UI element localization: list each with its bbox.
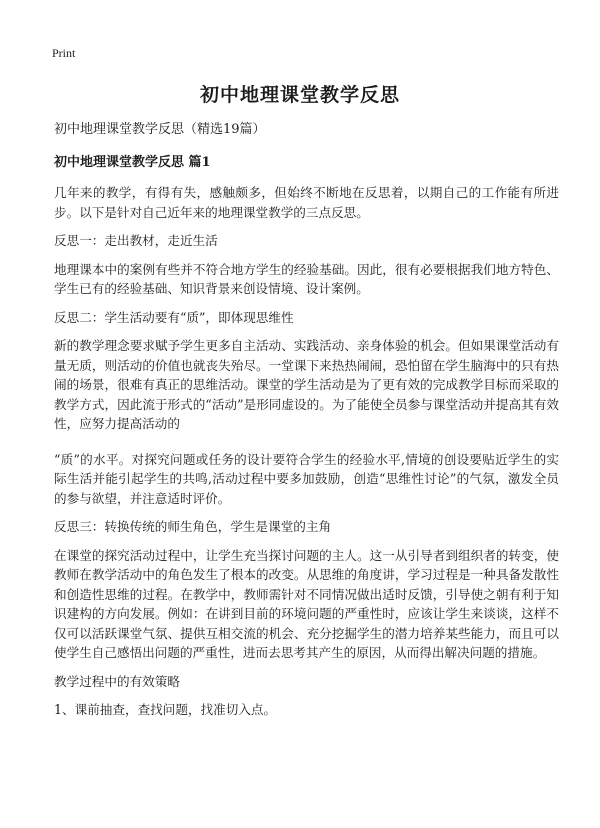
section-heading: 初中地理课堂教学反思 篇1: [54, 155, 211, 170]
reflection-heading-3: 反思三：转换传统的师生角色，学生是课堂的主角: [54, 519, 332, 534]
paragraph-reflection-2a: 新的教学理念要求赋予学生更多自主活动、实践活动、亲身体验的机会。但如果课堂活动有量无质，则活动的价值也就丧失殆尽。一堂课下来热热闹闹，恐怕留在学生脑海中的只有热闹的场景，很难有真正的思维活动。课堂的学生活动是为了更有效的完成教学目标而采取的教学方式，因此流于形式的“活动”是形同虚设的。为了能使全员参与课堂活动并提高其有效性，应努力提高活动的: [54, 338, 559, 431]
reflection-heading-2: 反思二：学生活动要有“质”，即体现思维性: [54, 309, 294, 325]
strategy-heading: 教学过程中的有效策略: [54, 673, 180, 689]
paragraph-reflection-1: 地理课本中的案例有些并不符合地方学生的经验基础。因此，很有必要根据我们地方特色、学生已有的经验基础、知识背景来创设情境、设计案例。: [54, 261, 559, 296]
paragraph-reflection-2b: “质”的水平。对探究问题或任务的设计要符合学生的经验水平,情境的创设要贴近学生的实际生活并能引起学生的共鸣,活动过程中要多加鼓励，创造“思维性讨论”的气氛，激发全员的参与欲望，并注意适时评价。: [54, 451, 559, 506]
document-body: [54, 120, 559, 729]
paragraph-intro: 几年来的教学，有得有失，感触颇多，但始终不断地在反思着，以期自己的工作能有所进步。以下是针对自己近年来的地理课堂教学的三点反思。: [54, 185, 559, 220]
paragraph-reflection-3: 在课堂的探究活动过程中，让学生充当探讨问题的主人。这一从引导者到组织者的转变，使教师在教学活动中的角色发生了根本的改变。从思维的角度讲，学习过程是一种具备发散性和创造性思维的过程。在教学中，教师需针对不同情况做出适时反馈，引导使之朝有利于知识建构的方向发展。例如：在讲到目前的环境问题的严重性时，应该让学生来谈谈，这样不仅可以活跃课堂气氛、提供互相交流的机会、充分挖掘学生的潜力培养某些能力，而且可以使学生自己感悟出问题的严重性，进而去思考其产生的原因，从而得出解决问题的措施。: [54, 547, 559, 660]
document-subtitle: 初中地理课堂教学反思（精选19篇）: [54, 122, 266, 137]
reflection-heading-1: 反思一：走出教材，走近生活: [54, 233, 218, 248]
print-label: Print: [52, 46, 76, 60]
document-title: 初中地理课堂教学反思: [199, 84, 400, 106]
strategy-item-1: 1、课前抽查，查找问题，找准切入点。: [54, 702, 277, 717]
